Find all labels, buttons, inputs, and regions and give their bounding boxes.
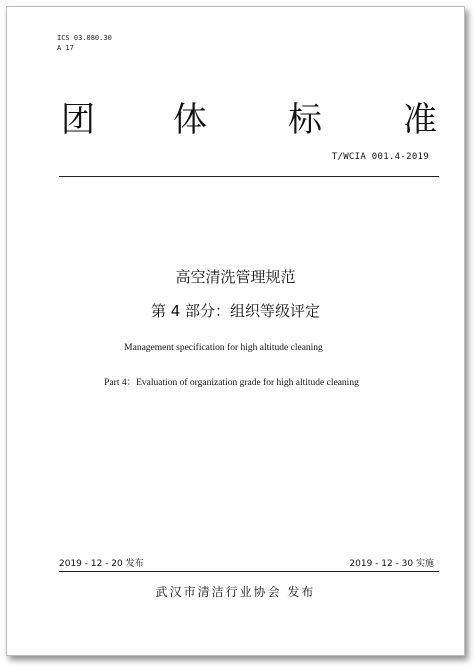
title-char-3: 标: [288, 100, 322, 140]
english-part-title: Part 4：Evaluation of organization grade for high altitude cleaning: [104, 378, 359, 388]
issue-date: 2019 - 12 - 20 发布: [59, 559, 144, 569]
bottom-divider: [59, 571, 439, 572]
english-main-title: Management specification for high altitude cleaning: [124, 343, 323, 353]
standard-type-title: [61, 95, 437, 145]
ccs-code: A 17: [57, 44, 74, 52]
standard-number: T/WCIA 001.4-2019: [331, 152, 429, 162]
top-divider: [59, 176, 439, 177]
publisher: 武汉市清洁行业协会 发布: [155, 585, 316, 599]
classification-codes: [57, 33, 112, 53]
implementation-date: 2019 - 12 - 30 实施: [349, 559, 434, 569]
standard-cover-page: [6, 6, 465, 656]
title-char-1: 团: [61, 100, 95, 140]
ics-code: ICS 03.080.30: [57, 34, 112, 42]
chinese-main-title: 高空清洗管理规范: [175, 268, 296, 286]
title-char-2: 体: [173, 100, 207, 140]
chinese-part-title: 第 4 部分：组织等级评定: [150, 302, 321, 320]
title-char-4: 准: [403, 100, 437, 140]
